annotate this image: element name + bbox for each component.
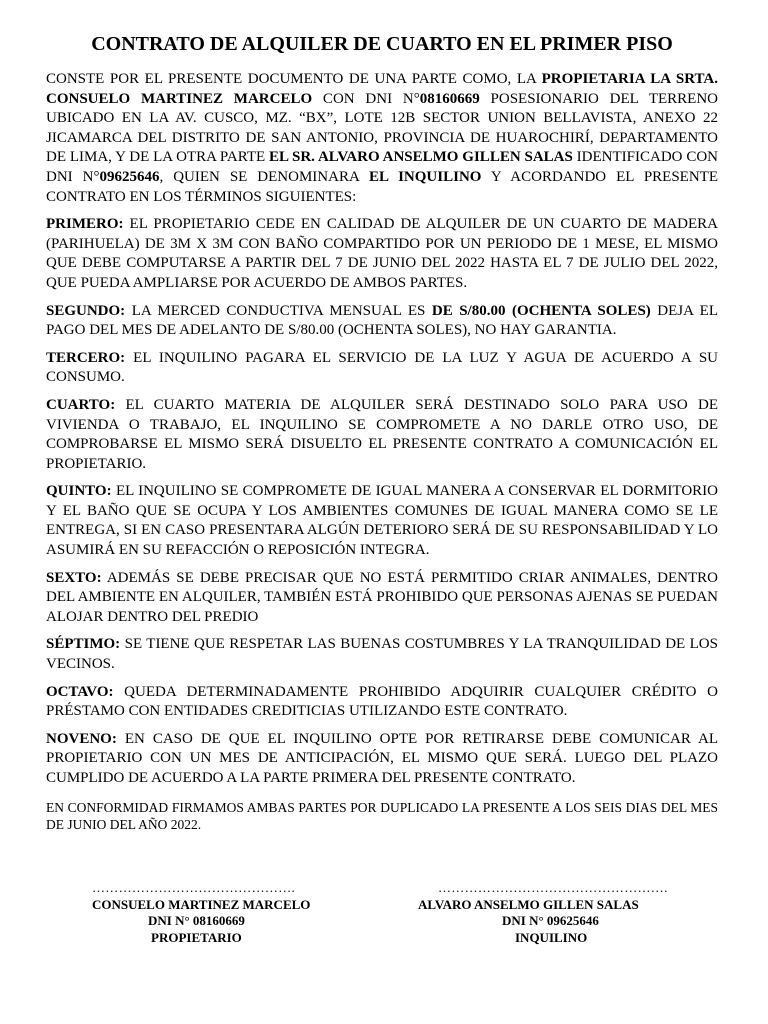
signer-role: INQUILINO (515, 929, 588, 945)
tenant-designation: EL INQUILINO (368, 168, 482, 185)
clause-cuarto (46, 396, 718, 474)
closing-statement: EN CONFORMIDAD FIRMAMOS AMBAS PARTES POR DUPLICADO LA PRESENTE A LOS SEIS DIAS DEL MES DE JUNIO DEL AÑO 2022. (46, 799, 718, 832)
clause-label: TERCERO: (46, 349, 126, 366)
signature-block-tenant (418, 880, 718, 946)
clause-quinto (46, 482, 718, 560)
clause-primero (46, 215, 718, 293)
owner-dni: 08160669 (419, 90, 480, 107)
signer-role: PROPIETARIO (151, 929, 242, 945)
signature-line: ……………………………………………. (438, 880, 668, 895)
intro-paragraph (46, 70, 718, 207)
clause-noveno (46, 730, 718, 789)
signer-name: CONSUELO MARTINEZ MARCELO (92, 896, 311, 912)
clause-text: SE TIENE QUE RESPETAR LAS BUENAS COSTUMBRES Y LA TRANQUILIDAD DE LOS VECINOS. (46, 636, 718, 673)
clause-text: DEJA EL PAGO DEL MES DE ADELANTO DE S/80.00 (OCHENTA SOLES), NO HAY GARANTIA. (46, 302, 718, 339)
clause-tercero (46, 349, 718, 388)
contract-document (46, 0, 718, 846)
clause-text: EL PROPIETARIO CEDE EN CALIDAD DE ALQUILER DE UN CUARTO DE MADERA (PARIHUELA) DE 3M X 3M CON BAÑO COMPARTIDO POR UN PERIODO DE 1 MESE, EL MISMO QUE DEBE COMPUTARSE A PARTIR DEL 7 DE JUNIO DEL 2022 HASTA EL 7 DE JULIO DEL 2022, QUE PUEDA AMPLIARSE POR ACUERDO DE AMBOS PARTES. (46, 216, 718, 291)
rent-amount: DE S/80.00 (OCHENTA SOLES) (431, 302, 651, 319)
signature-block-owner (92, 880, 362, 946)
intro-text: CONSTE POR EL PRESENTE DOCUMENTO DE UNA PARTE COMO, LA (46, 71, 542, 87)
signature-line: ………………………………………. (92, 880, 296, 895)
clause-octavo (46, 683, 718, 722)
intro-text: IDENTIFICADO CON DNI N° (46, 149, 718, 185)
clause-label: CUARTO: (46, 396, 116, 413)
clause-label: SEGUNDO: (46, 302, 126, 319)
clause-label: NOVENO: (46, 730, 117, 747)
intro-text: POSESIONARIO DEL TERRENO UBICADO EN LA AV. CUSCO, MZ. “BX”, LOTE 12B SECTOR UNION BELLAVISTA, ANEXO 22 JICAMARCA DEL DISTRITO DE SAN ANTONIO, PROVINCIA DE HUAROCHIRÍ, DEPARTAMENTO DE LIMA, Y DE LA OTRA PARTE (46, 90, 718, 166)
clause-text: QUEDA DETERMINADAMENTE PROHIBIDO ADQUIRIR CUALQUIER CRÉDITO O PRÉSTAMO CON ENTIDADES CREDITICIAS UTILIZANDO ESTE CONTRATO. (46, 683, 718, 720)
clause-label: PRIMERO: (46, 216, 124, 233)
clause-septimo (46, 635, 718, 674)
clause-label: OCTAVO: (46, 683, 114, 700)
clause-text: ADEMÁS SE DEBE PRECISAR QUE NO ESTÁ PERMITIDO CRIAR ANIMALES, DENTRO DEL AMBIENTE EN ALQUILER, TAMBIÉN ESTÁ PROHIBIDO QUE PERSONAS AJENAS SE PUEDAN ALOJAR DENTRO DEL PREDIO (46, 569, 718, 625)
document-title: CONTRATO DE ALQUILER DE CUARTO EN EL PRIMER PISO (91, 33, 673, 55)
clause-label: SEXTO: (46, 569, 102, 586)
clause-text: EL INQUILINO PAGARA EL SERVICIO DE LA LUZ Y AGUA DE ACUERDO A SU CONSUMO. (46, 349, 718, 386)
clause-segundo (46, 302, 718, 341)
owner-name: PROPIETARIA LA SRTA. CONSUELO MARTINEZ MARCELO (46, 71, 718, 107)
signer-name: ALVARO ANSELMO GILLEN SALAS (418, 896, 639, 912)
clause-text: EN CASO DE QUE EL INQUILINO OPTE POR RETIRARSE DEBE COMUNICAR AL PROPIETARIO CON UN MES DE ANTICIPACIÓN, EL MISMO QUE SERÁ. LUEGO DEL PLAZO CUMPLIDO DE ACUERDO A LA PARTE PRIMERA DEL PRESENTE CONTRATO. (46, 730, 718, 786)
signer-dni: DNI N° 08160669 (148, 913, 245, 928)
intro-text: CON DNI N° (312, 90, 420, 107)
tenant-dni: 09625646 (99, 168, 160, 185)
clause-text: EL CUARTO MATERIA DE ALQUILER SERÁ DESTINADO SOLO PARA USO DE VIVIENDA O TRABAJO, EL INQUILINO SE COMPROMETE A NO DARLE OTRO USO, DE COMPROBARSE EL MISMO SERÁ DISUELTO EL PRESENTE CONTRATO A COMUNICACIÓN EL PROPIETARIO. (46, 396, 718, 472)
clause-label: QUINTO: (46, 483, 112, 500)
tenant-name: EL SR. ALVARO ANSELMO GILLEN SALAS (269, 149, 573, 166)
clause-text: EL INQUILINO SE COMPROMETE DE IGUAL MANERA A CONSERVAR EL DORMITORIO Y EL BAÑO QUE SE OCUPA Y LOS AMBIENTES COMUNES DE IGUAL MANERA COMO SE LE ENTREGA, SI EN CASO PRESENTARA ALGÚN DETERIORO SERÁ DE SU RESPONSABILIDAD Y LO ASUMIRÁ EN SU REFACCIÓN O REPOSICIÓN INTEGRA. (46, 483, 718, 559)
intro-text: , QUIEN SE DENOMINARA (159, 168, 369, 185)
clause-label: SÉPTIMO: (46, 636, 121, 653)
signer-dni: DNI N° 09625646 (502, 913, 599, 928)
clause-sexto (46, 569, 718, 628)
clause-text: LA MERCED CONDUCTIVA MENSUAL ES (125, 302, 432, 319)
intro-text: Y ACORDANDO EL PRESENTE CONTRATO EN LOS TÉRMINOS SIGUIENTES: (46, 168, 719, 205)
